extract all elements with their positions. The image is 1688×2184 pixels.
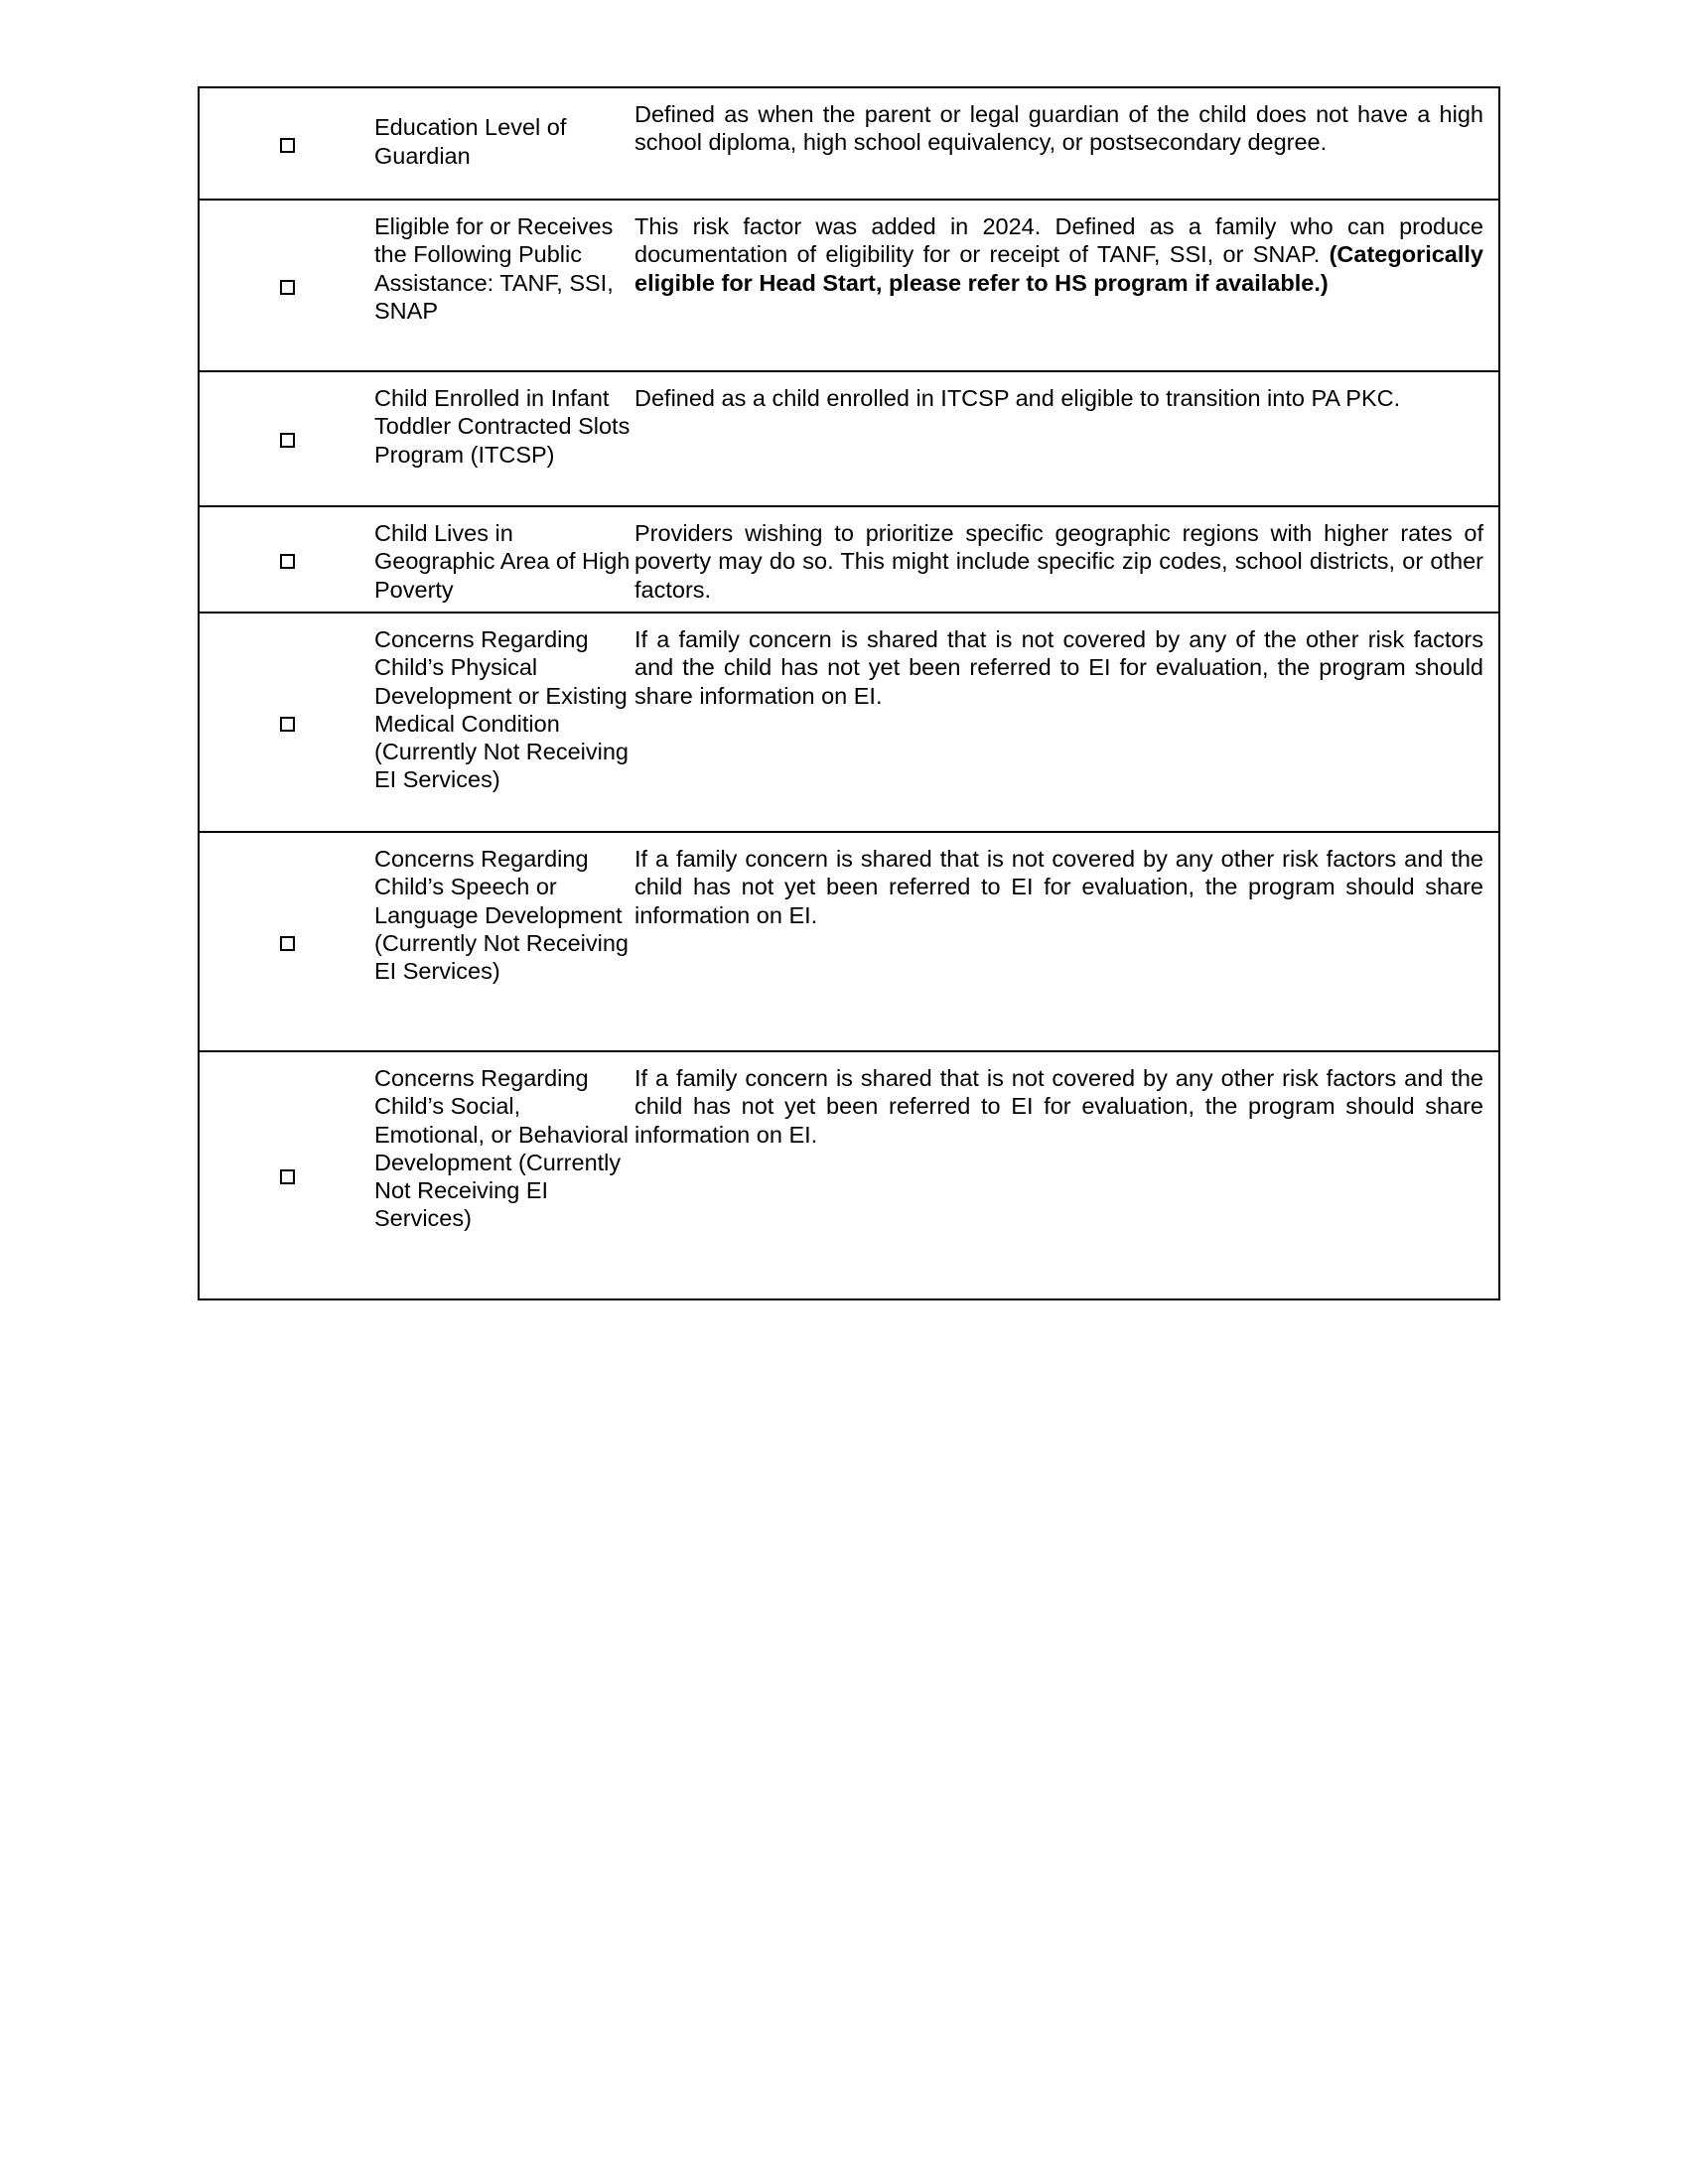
risk-factor-description [634,613,1499,832]
description-text: Defined as a child enrolled in ITCSP and eligible to transition into PA PKC. [634,385,1401,411]
checkbox[interactable] [280,717,295,732]
risk-factor-name: Concerns Regarding Child’s Social, Emotional, or Behavioral Development (Currently Not Receiving EI Services) [374,1051,634,1299]
risk-factor-description [634,371,1499,506]
risk-factor-description [634,832,1499,1051]
risk-factor-name: Education Level of Guardian [374,87,634,200]
checkbox-cell [199,613,374,832]
risk-factor-name: Concerns Regarding Child’s Speech or Language Development (Currently Not Receiving EI Services) [374,832,634,1051]
checkbox-cell [199,87,374,200]
checkbox[interactable] [280,936,295,951]
checkbox-cell [199,371,374,506]
risk-factor-description [634,1051,1499,1299]
description-text: Providers wishing to prioritize specific geographic regions with higher rates of poverty may do so. This might include specific zip codes, school districts, or other factors. [634,520,1483,603]
checkbox-cell [199,506,374,613]
checkbox-cell [199,200,374,371]
description-text: If a family concern is shared that is not covered by any other risk factors and the child has not yet been referred to EI for evaluation, the program should share information on EI. [634,1065,1483,1148]
description-text: Defined as when the parent or legal guardian of the child does not have a high school diploma, high school equivalency, or postsecondary degree. [634,101,1483,156]
checkbox[interactable] [280,1169,295,1184]
table-row [199,87,1499,200]
table-row [199,613,1499,832]
checkbox[interactable] [280,433,295,448]
description-bold-text: (Categorically eligible for Head Start, please refer to HS program if available.) [634,241,1483,296]
risk-factor-name: Child Enrolled in Infant Toddler Contracted Slots Program (ITCSP) [374,371,634,506]
risk-factor-table [198,86,1500,1300]
description-text: If a family concern is shared that is not covered by any other risk factors and the child has not yet been referred to EI for evaluation, the program should share information on EI. [634,846,1483,928]
risk-factor-name: Concerns Regarding Child’s Physical Development or Existing Medical Condition (Currently Not Receiving EI Services) [374,613,634,832]
description-text: If a family concern is shared that is not covered by any of the other risk factors and the child has not yet been referred to EI for evaluation, the program should share information on EI. [634,626,1483,709]
risk-factor-name: Child Lives in Geographic Area of High Poverty [374,506,634,613]
checkbox[interactable] [280,280,295,295]
risk-factor-description [634,87,1499,200]
table-row [199,832,1499,1051]
table-row [199,200,1499,371]
checkbox[interactable] [280,554,295,569]
table-row [199,506,1499,613]
checkbox-cell [199,1051,374,1299]
table-row [199,1051,1499,1299]
table-row [199,371,1499,506]
description-text: This risk factor was added in 2024. Defined as a family who can produce documentation of eligibility for or receipt of TANF, SSI, or SNAP. [634,213,1483,268]
risk-factor-description [634,506,1499,613]
risk-factor-description [634,200,1499,371]
checkbox-cell [199,832,374,1051]
risk-factor-name: Eligible for or Receives the Following Public Assistance: TANF, SSI, SNAP [374,200,634,371]
checkbox[interactable] [280,138,295,153]
